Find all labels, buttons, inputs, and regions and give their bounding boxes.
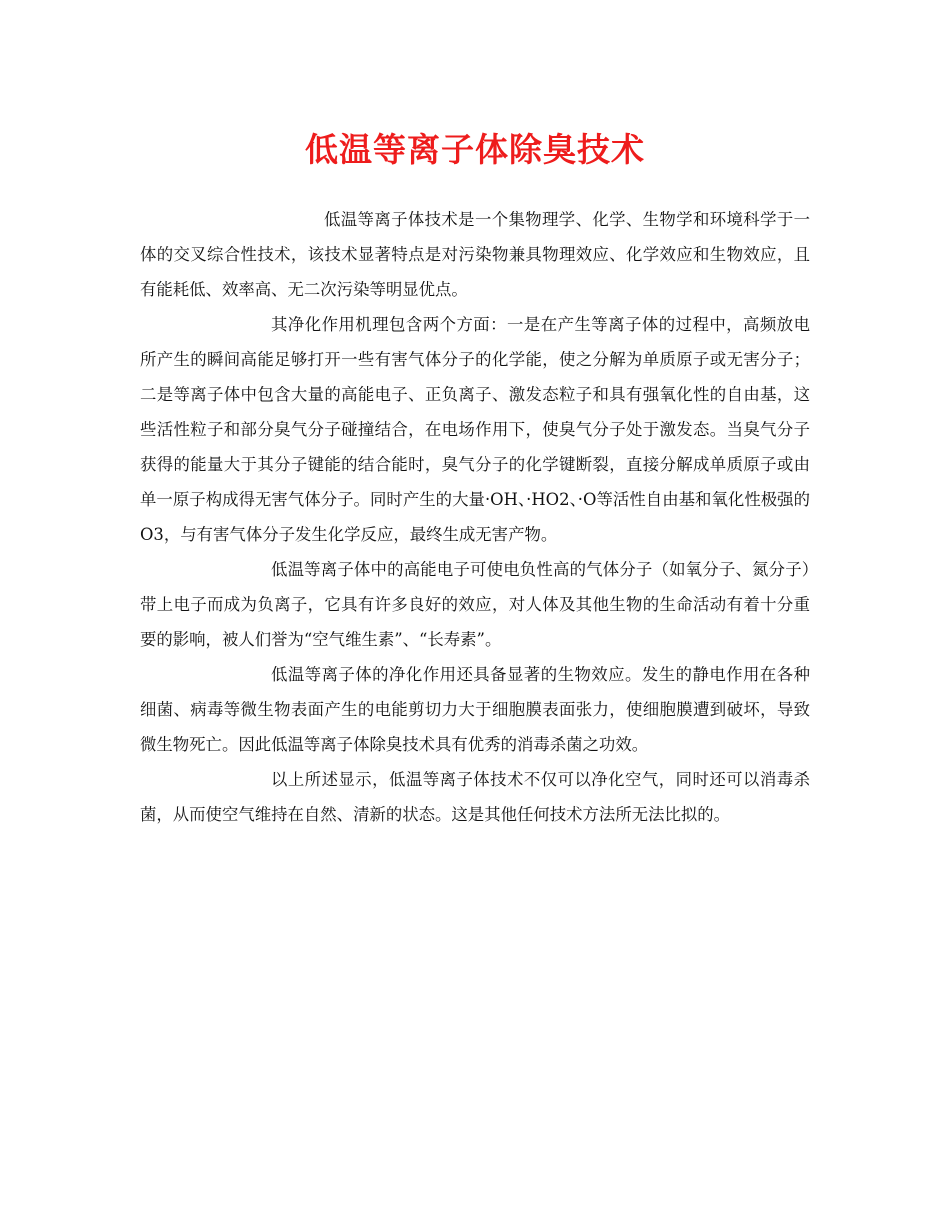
paragraph-biological-effect: 低温等离子体的净化作用还具备显著的生物效应。发生的静电作用在各种细菌、病毒等微生物表面产生的电能剪切力大于细胞膜表面张力，使细胞膜遭到破坏，导致微生物死亡。因此低温等离子体除臭技术具有优秀的消毒杀菌之功效。 [140,665,810,754]
document-title: 低温等离子体除臭技术 [305,130,645,169]
paragraph-conclusion: 以上所述显示，低温等离子体技术不仅可以净化空气，同时还可以消毒杀菌，从而使空气维持在自然、清新的状态。这是其他任何技术方法所无法比拟的。 [140,770,810,824]
paragraph-negative-ions: 低温等离子体中的高能电子可使电负性高的气体分子（如氧分子、氮分子）带上电子而成为负离子，它具有许多良好的效应，对人体及其他生物的生命活动有着十分重要的影响，被人们誉为“空气维生素”、“长寿素”。 [140,560,810,649]
document-body [140,202,810,832]
paragraph-mechanism: 其净化作用机理包含两个方面：一是在产生等离子体的过程中，高频放电所产生的瞬间高能足够打开一些有害气体分子的化学能，使之分解为单质原子或无害分子；二是等离子体中包含大量的高能电子、正负离子、激发态粒子和具有强氧化性的自由基，这些活性粒子和部分臭气分子碰撞结合，在电场作用下，使臭气分子处于激发态。当臭气分子获得的能量大于其分子键能的结合能时，臭气分子的化学键断裂，直接分解成单质原子或由单一原子构成得无害气体分子。同时产生的大量·OH、·HO2、·O等活性自由基和氧化性极强的O3，与有害气体分子发生化学反应，最终生成无害产物。 [140,315,810,544]
paragraph-intro: 低温等离子体技术是一个集物理学、化学、生物学和环境科学于一体的交叉综合性技术，该技术显著特点是对污染物兼具物理效应、化学效应和生物效应，且有能耗低、效率高、无二次污染等明显优点。 [140,210,810,299]
